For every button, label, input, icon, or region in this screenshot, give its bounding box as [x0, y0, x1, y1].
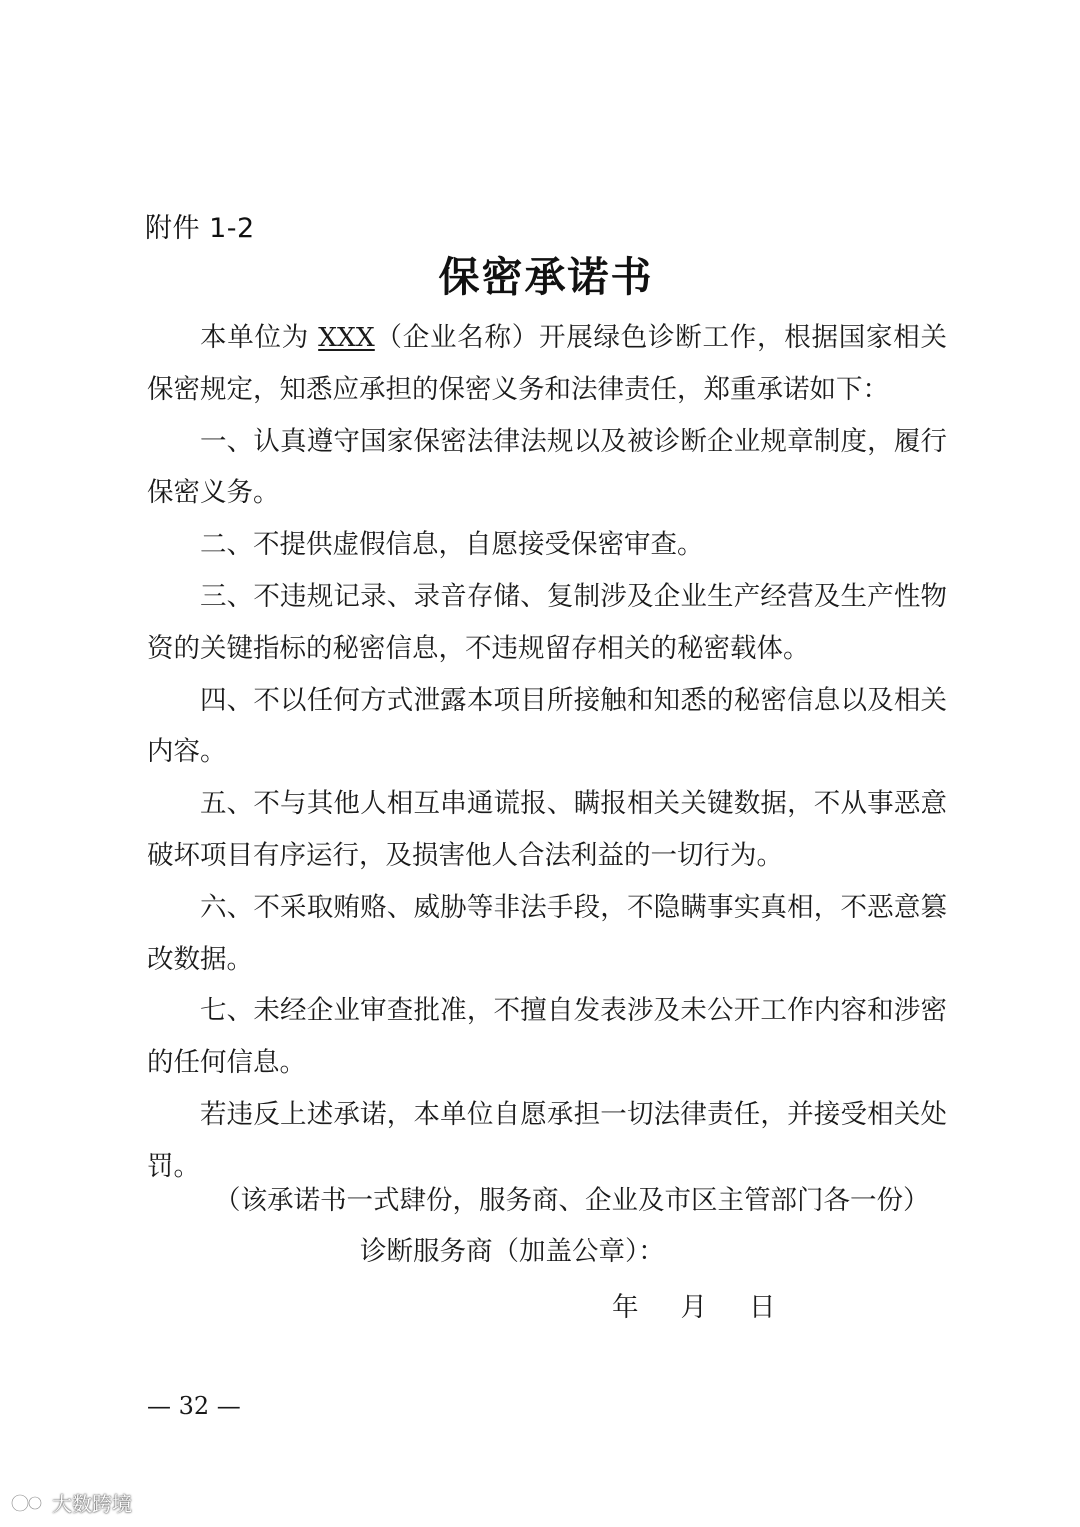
seal-line: 诊断服务商（加盖公章）：: [360, 1236, 665, 1267]
intro-prefix: 本单位为: [200, 322, 319, 353]
commitment-item-2: 二、不提供虚假信息，自愿接受保密审查。: [200, 529, 704, 561]
document-body: [147, 312, 947, 1193]
camera-logo-icon: [10, 1491, 48, 1515]
date-month: 月: [680, 1292, 707, 1323]
company-placeholder: XXX: [318, 322, 375, 353]
document-title: 保密承诺书: [438, 253, 654, 301]
commitment-item-7: 七、未经企业审查批准，不擅自发表涉及未公开工作内容和涉密的任何信息。: [147, 995, 947, 1079]
page-number: — 32 —: [147, 1392, 241, 1420]
attachment-label: 附件 1-2: [145, 213, 255, 244]
closing-paragraph: 若违反上述承诺，本单位自愿承担一切法律责任，并接受相关处罚。: [147, 1098, 947, 1182]
commitment-item-6: 六、不采取贿赂、威胁等非法手段，不隐瞒事实真相，不恶意篡改数据。: [147, 891, 947, 975]
date-year: 年: [612, 1292, 639, 1323]
date-line: [612, 1282, 776, 1334]
commitment-item-4: 四、不以任何方式泄露本项目所接触和知悉的秘密信息以及相关内容。: [147, 684, 947, 768]
intro-paragraph: [147, 312, 947, 416]
intro-suffix: （企业名称）开展绿色诊断工作，根据国家相关保密规定，知悉应承担的保密义务和法律责任，郑重承诺如下：: [147, 322, 947, 405]
copies-note: （该承诺书一式肆份，服务商、企业及市区主管部门各一份）: [214, 1185, 930, 1216]
date-day: 日: [749, 1292, 776, 1323]
watermark: [10, 1488, 132, 1517]
commitment-item-1: 一、认真遵守国家保密法律法规以及被诊断企业规章制度，履行保密义务。: [147, 425, 947, 509]
watermark-text: 大数跨境: [52, 1492, 132, 1516]
commitment-item-3: 三、不违规记录、录音存储、复制涉及企业生产经营及生产性物资的关键指标的秘密信息，不违规留存相关的秘密载体。: [147, 580, 947, 664]
commitment-item-5: 五、不与其他人相互串通谎报、瞒报相关关键数据，不从事恶意破坏项目有序运行，及损害他人合法利益的一切行为。: [147, 788, 947, 871]
